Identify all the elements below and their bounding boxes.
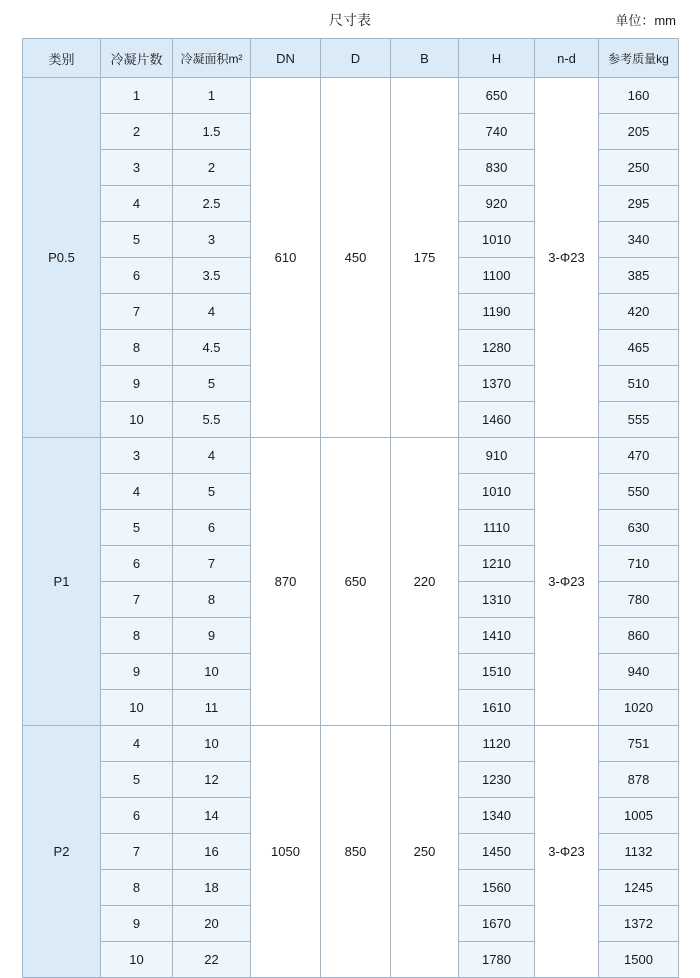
table-header	[23, 39, 679, 78]
cell-mass: 780	[599, 582, 679, 618]
cell-fin-count: 9	[101, 906, 173, 942]
cell-mass: 470	[599, 438, 679, 474]
cell-h: 1410	[459, 618, 535, 654]
table-row	[23, 78, 679, 114]
cell-cond-area: 4	[173, 294, 251, 330]
cell-mass: 555	[599, 402, 679, 438]
cell-fin-count: 8	[101, 870, 173, 906]
cell-h: 1670	[459, 906, 535, 942]
column-header-b: B	[391, 39, 459, 78]
cell-cond-area: 11	[173, 690, 251, 726]
cell-nd: 3-Φ23	[535, 726, 599, 978]
cell-dn: 870	[251, 438, 321, 726]
table-row	[23, 726, 679, 762]
cell-cond-area: 4	[173, 438, 251, 474]
page-title: 尺寸表	[329, 12, 371, 28]
cell-cond-area: 8	[173, 582, 251, 618]
cell-cond-area: 22	[173, 942, 251, 978]
cell-mass: 385	[599, 258, 679, 294]
cell-fin-count: 5	[101, 222, 173, 258]
cell-mass: 510	[599, 366, 679, 402]
table-row	[23, 438, 679, 474]
cell-fin-count: 6	[101, 798, 173, 834]
cell-mass: 860	[599, 618, 679, 654]
cell-mass: 420	[599, 294, 679, 330]
column-header-fin-count: 冷凝片数	[101, 39, 173, 78]
column-header-d: D	[321, 39, 391, 78]
cell-mass: 1245	[599, 870, 679, 906]
cell-cond-area: 9	[173, 618, 251, 654]
cell-d: 850	[321, 726, 391, 978]
cell-h: 1370	[459, 366, 535, 402]
cell-fin-count: 4	[101, 474, 173, 510]
document-header	[22, 0, 678, 38]
cell-fin-count: 5	[101, 762, 173, 798]
cell-h: 1510	[459, 654, 535, 690]
cell-fin-count: 8	[101, 618, 173, 654]
unit-label: 单位：mm	[615, 13, 676, 28]
cell-h: 1010	[459, 474, 535, 510]
cell-cond-area: 1.5	[173, 114, 251, 150]
cell-h: 1450	[459, 834, 535, 870]
cell-h: 1230	[459, 762, 535, 798]
cell-mass: 295	[599, 186, 679, 222]
cell-cond-area: 16	[173, 834, 251, 870]
cell-fin-count: 9	[101, 654, 173, 690]
cell-h: 1190	[459, 294, 535, 330]
cell-fin-count: 3	[101, 150, 173, 186]
cell-cond-area: 4.5	[173, 330, 251, 366]
cell-h: 1210	[459, 546, 535, 582]
table-header-row	[23, 39, 679, 78]
cell-h: 910	[459, 438, 535, 474]
column-header-mass: 参考质量kg	[599, 39, 679, 78]
cell-h: 1100	[459, 258, 535, 294]
cell-cond-area: 5	[173, 366, 251, 402]
cell-dn: 1050	[251, 726, 321, 978]
dimension-table	[22, 38, 679, 978]
cell-cond-area: 2	[173, 150, 251, 186]
cell-h: 1310	[459, 582, 535, 618]
cell-fin-count: 6	[101, 546, 173, 582]
cell-b: 250	[391, 726, 459, 978]
cell-fin-count: 6	[101, 258, 173, 294]
cell-dn: 610	[251, 78, 321, 438]
cell-cond-area: 18	[173, 870, 251, 906]
cell-mass: 160	[599, 78, 679, 114]
cell-fin-count: 1	[101, 78, 173, 114]
cell-h: 1280	[459, 330, 535, 366]
column-header-h: H	[459, 39, 535, 78]
column-header-dn: DN	[251, 39, 321, 78]
cell-cond-area: 14	[173, 798, 251, 834]
cell-fin-count: 10	[101, 402, 173, 438]
cell-mass: 550	[599, 474, 679, 510]
column-header-category: 类别	[23, 39, 101, 78]
cell-b: 220	[391, 438, 459, 726]
cell-cond-area: 5.5	[173, 402, 251, 438]
cell-mass: 1132	[599, 834, 679, 870]
cell-h: 1610	[459, 690, 535, 726]
cell-mass: 465	[599, 330, 679, 366]
cell-mass: 1500	[599, 942, 679, 978]
cell-cond-area: 3.5	[173, 258, 251, 294]
column-header-nd: n-d	[535, 39, 599, 78]
cell-mass: 1005	[599, 798, 679, 834]
cell-fin-count: 9	[101, 366, 173, 402]
cell-category: P1	[23, 438, 101, 726]
cell-cond-area: 20	[173, 906, 251, 942]
cell-fin-count: 4	[101, 726, 173, 762]
cell-mass: 878	[599, 762, 679, 798]
cell-h: 1780	[459, 942, 535, 978]
cell-fin-count: 7	[101, 582, 173, 618]
cell-h: 1560	[459, 870, 535, 906]
cell-cond-area: 3	[173, 222, 251, 258]
cell-fin-count: 10	[101, 942, 173, 978]
cell-h: 740	[459, 114, 535, 150]
table-body	[23, 78, 679, 978]
cell-fin-count: 7	[101, 834, 173, 870]
cell-mass: 710	[599, 546, 679, 582]
cell-fin-count: 10	[101, 690, 173, 726]
cell-b: 175	[391, 78, 459, 438]
cell-h: 920	[459, 186, 535, 222]
cell-h: 1010	[459, 222, 535, 258]
cell-h: 1120	[459, 726, 535, 762]
cell-cond-area: 10	[173, 654, 251, 690]
cell-category: P0.5	[23, 78, 101, 438]
cell-cond-area: 2.5	[173, 186, 251, 222]
cell-fin-count: 7	[101, 294, 173, 330]
cell-mass: 1372	[599, 906, 679, 942]
cell-nd: 3-Φ23	[535, 78, 599, 438]
cell-cond-area: 10	[173, 726, 251, 762]
cell-mass: 630	[599, 510, 679, 546]
cell-cond-area: 7	[173, 546, 251, 582]
cell-h: 1460	[459, 402, 535, 438]
cell-h: 1110	[459, 510, 535, 546]
cell-h: 1340	[459, 798, 535, 834]
cell-cond-area: 5	[173, 474, 251, 510]
cell-fin-count: 5	[101, 510, 173, 546]
cell-cond-area: 12	[173, 762, 251, 798]
cell-fin-count: 3	[101, 438, 173, 474]
cell-d: 650	[321, 438, 391, 726]
column-header-cond-area: 冷凝面积m²	[173, 39, 251, 78]
cell-fin-count: 8	[101, 330, 173, 366]
cell-fin-count: 2	[101, 114, 173, 150]
cell-category: P2	[23, 726, 101, 978]
cell-mass: 250	[599, 150, 679, 186]
cell-h: 650	[459, 78, 535, 114]
cell-nd: 3-Φ23	[535, 438, 599, 726]
cell-mass: 205	[599, 114, 679, 150]
cell-mass: 340	[599, 222, 679, 258]
cell-cond-area: 1	[173, 78, 251, 114]
cell-mass: 1020	[599, 690, 679, 726]
cell-mass: 940	[599, 654, 679, 690]
cell-mass: 751	[599, 726, 679, 762]
cell-d: 450	[321, 78, 391, 438]
cell-h: 830	[459, 150, 535, 186]
cell-fin-count: 4	[101, 186, 173, 222]
cell-cond-area: 6	[173, 510, 251, 546]
